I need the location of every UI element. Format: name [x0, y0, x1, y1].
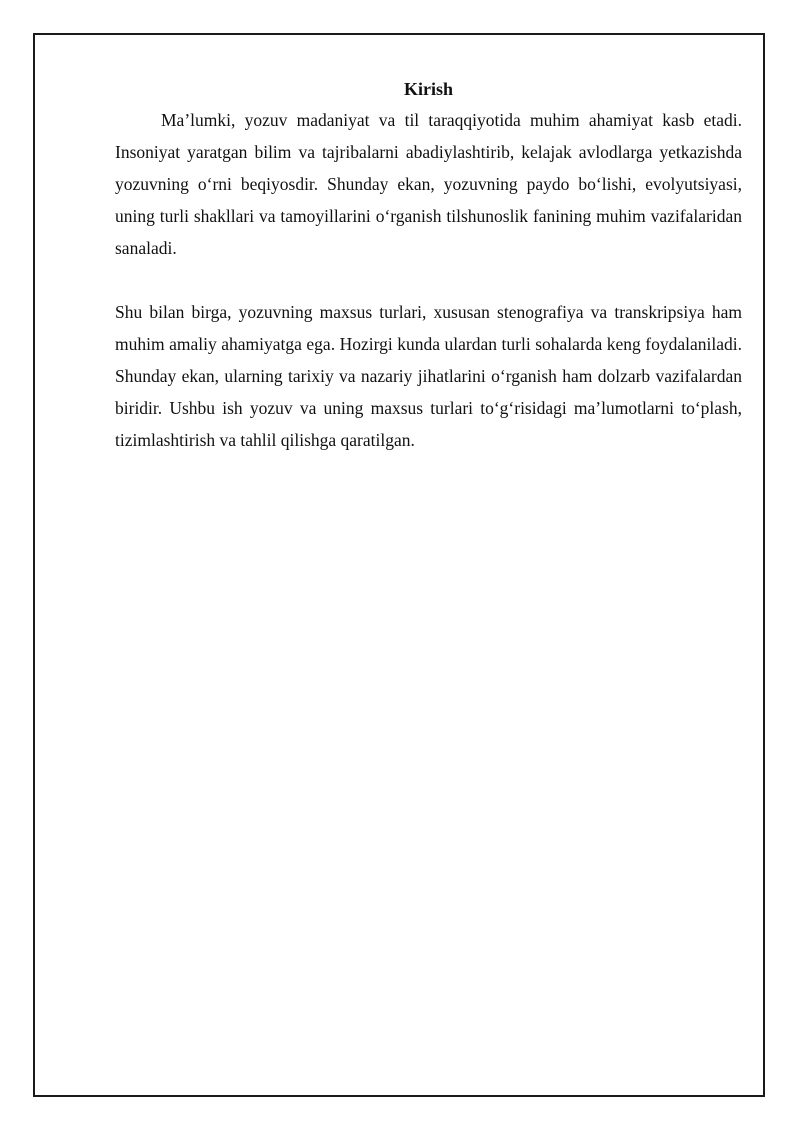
document-body — [115, 74, 742, 456]
intro-paragraph-1: Ma’lumki, yozuv madaniyat va til taraqqiyotida muhim ahamiyat kasb etadi. Insoniyat yaratgan bilim va tajribalarni abadiylashtirib, kelajak avlodlarga yetkazishda yozuvning o‘rni beqiyosdir. Shunday ekan, yozuvning paydo bo‘lishi, evolyutsiyasi, uning turli shakllari va tamoyillarini o‘rganish tilshunoslik fanining muhim vazifalaridan sanaladi. — [115, 110, 742, 258]
intro-paragraph-2: Shu bilan birga, yozuvning maxsus turlari, xususan stenografiya va transkripsiya ham muhim amaliy ahamiyatga ega. Hozirgi kunda ulardan turli sohalarda keng foydalaniladi. Shunday ekan, ularning tarixiy va nazariy jihatlarini o‘rganish ham dolzarb vazifalardan biridir. Ushbu ish yozuv va uning maxsus turlari to‘g‘risidagi ma’lumotlarni to‘plash, tizimlashtirish va tahlil qilishga qaratilgan. — [115, 302, 742, 450]
paragraph-spacer — [115, 264, 742, 296]
document-title: Kirish — [403, 79, 453, 99]
